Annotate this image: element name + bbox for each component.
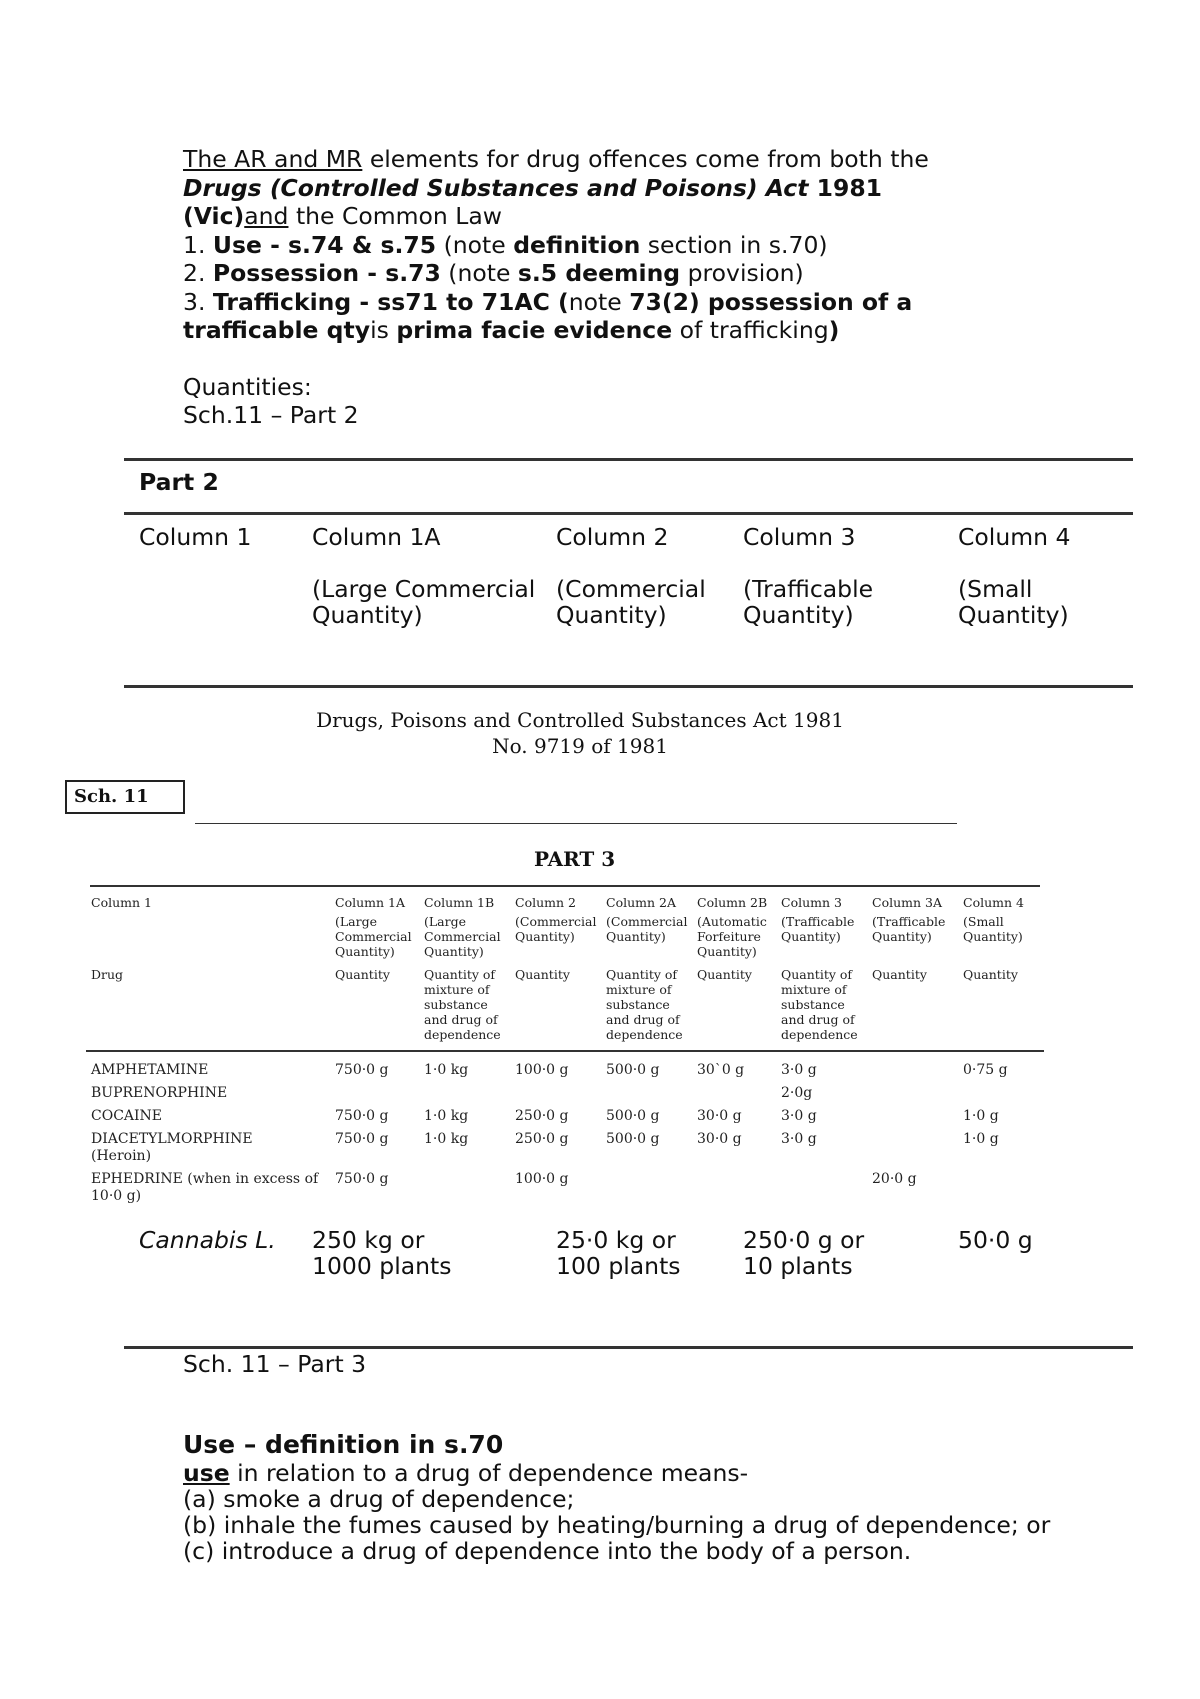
part3-bottom-rule — [124, 1346, 1133, 1349]
part2-col1-header: Column 1 — [139, 523, 252, 551]
part3-table — [86, 893, 1044, 1205]
table-top-rule — [124, 458, 1133, 461]
part2-col4-header: Column 4 (Small Quantity) — [958, 523, 1071, 629]
quantities-label: Quantities: — [183, 372, 312, 401]
offence-item-trafficking: 3. Trafficking - ss71 to 71AC (note 73(2) possession of a — [183, 287, 913, 316]
intro-line-3: (Vic)and the Common Law — [183, 202, 502, 230]
part3-title: PART 3 — [534, 847, 616, 871]
use-definition-section — [183, 1430, 1083, 1564]
cannabis-small: 50·0 g — [958, 1226, 1033, 1254]
act-name: Drugs (Controlled Substances and Poisons) Act — [183, 173, 809, 202]
use-definition-title: Use – definition in s.70 — [183, 1430, 504, 1459]
intro-line-2: Drugs (Controlled Substances and Poisons) Act 1981 — [183, 173, 883, 202]
part3-header-row: Column 1 Column 1A (Large Commercial Quantity) Column 1B (Large Commercial Quantity) Column 2 (Commercial Quantity) Column 2A (Commercial Quantity) Column 2B (Automatic Forfeiture Quantity) Column 3 (Trafficable Quantity) Column 3A (Trafficable Quantity) Column 4 (Small Quantity) — [91, 895, 1024, 959]
use-definition-a: (a) smoke a drug of dependence; — [183, 1485, 575, 1513]
use-definition-c: (c) introduce a drug of dependence into the body of a person. — [183, 1537, 912, 1565]
sch11-box: Sch. 11 — [65, 780, 185, 814]
act-divider — [195, 823, 957, 824]
use-definition-b: (b) inhale the fumes caused by heating/burning a drug of dependence; or — [183, 1511, 1051, 1539]
part2-heading: Part 2 — [139, 468, 219, 496]
act-title: Drugs, Poisons and Controlled Substances Act 1981 — [316, 708, 844, 732]
part2-bottom-rule — [124, 685, 1133, 688]
part2-col1a-header: Column 1A (Large Commercial Quantity) — [312, 523, 536, 629]
cannabis-trafficable: 250·0 g or 10 plants — [743, 1226, 865, 1280]
cannabis-large-commercial: 250 kg or 1000 plants — [312, 1226, 452, 1280]
offence-item-possession: 2. Possession - s.73 (note s.5 deeming provision) — [183, 259, 804, 287]
table-row: AMPHETAMINE 750·0 g 1·0 kg 100·0 g 500·0 g 30`0 g 3·0 g 0·75 g — [91, 1062, 1008, 1078]
spacer — [183, 345, 1043, 373]
ar-mr-text: The AR and MR — [183, 145, 363, 173]
part3-top-rule — [90, 885, 1040, 887]
table-row: EPHEDRINE (when in excess of 10·0 g) 750·0 g 100·0 g 20·0 g — [91, 1171, 917, 1204]
part3-subheader-row: Drug Quantity Quantity of mixture of substance and drug of dependence Quantity Quantity of mixture of substance and drug of dependence Quantity Quantity of mixture of substance and drug of dependence Quantity Quantity — [86, 959, 1044, 1051]
intro-line-1: The AR and MR elements for drug offences come from both the — [183, 145, 929, 173]
sch-part2-label: Sch.11 – Part 2 — [183, 401, 359, 429]
cannabis-commercial: 25·0 kg or 100 plants — [556, 1226, 681, 1280]
part2-col2-header: Column 2 (Commercial Quantity) — [556, 523, 706, 629]
part2-header-rule — [124, 512, 1133, 515]
use-definition-intro: use in relation to a drug of dependence means- — [183, 1459, 749, 1487]
intro-block — [183, 145, 1043, 430]
table-row: COCAINE 750·0 g 1·0 kg 250·0 g 500·0 g 30·0 g 3·0 g 1·0 g — [91, 1108, 999, 1124]
cannabis-name: Cannabis L. — [139, 1226, 276, 1254]
offence-item-trafficking-cont: trafficable qtyis prima facie evidence of trafficking) — [183, 316, 840, 344]
table-row: DIACETYLMORPHINE (Heroin) 750·0 g 1·0 kg 250·0 g 500·0 g 30·0 g 3·0 g 1·0 g — [91, 1131, 999, 1164]
sch-part3-label: Sch. 11 – Part 3 — [183, 1350, 367, 1378]
part2-col3-header: Column 3 (Trafficable Quantity) — [743, 523, 874, 629]
act-number: No. 9719 of 1981 — [492, 734, 668, 758]
offence-item-use: 1. Use - s.74 & s.75 (note definition section in s.70) — [183, 230, 828, 259]
table-row: BUPRENORPHINE 2·0g — [91, 1085, 813, 1101]
